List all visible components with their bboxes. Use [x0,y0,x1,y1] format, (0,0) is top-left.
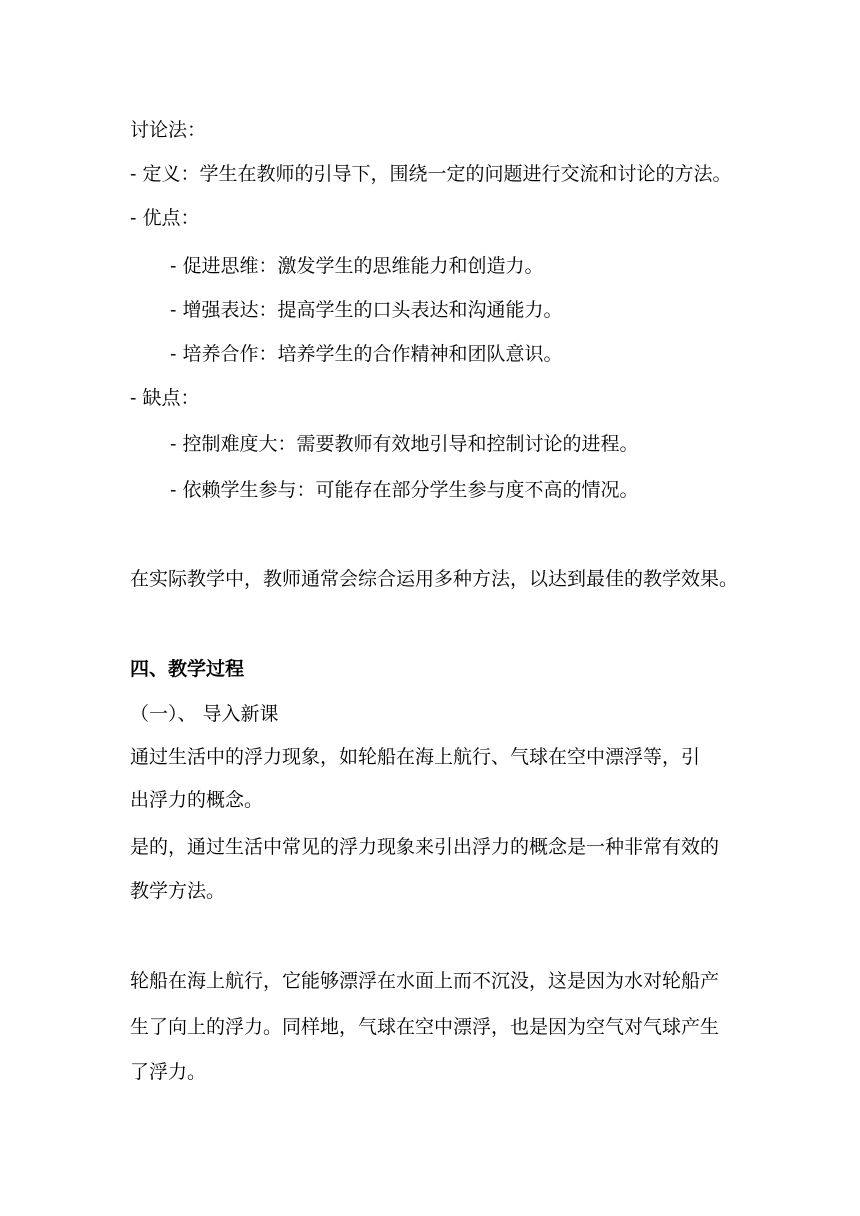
definition-line: - 定义：学生在教师的引导下，围绕一定的问题进行交流和讨论的方法。 [130,163,732,185]
disadvantage-item: - 依赖学生参与：可能存在部分学生参与度不高的情况。 [170,479,639,501]
paragraph-line: 教学方法。 [130,880,226,902]
advantage-item: - 促进思维：激发学生的思维能力和创造力。 [170,255,544,277]
intro-paragraph-line: 通过生活中的浮力现象，如轮船在海上航行、气球在空中漂浮等，引 [130,746,701,768]
advantage-item: - 增强表达：提高学生的口头表达和沟通能力。 [170,299,563,321]
disadvantage-item: - 控制难度大：需要教师有效地引导和控制讨论的进程。 [170,433,639,455]
paragraph-line: 是的，通过生活中常见的浮力现象来引出浮力的概念是一种非常有效的 [130,836,720,858]
paragraph-line: 生了向上的浮力。同样地，气球在空中漂浮，也是因为空气对气球产生 [130,1016,720,1038]
summary-paragraph: 在实际教学中，教师通常会综合运用多种方法，以达到最佳的教学效果。 [130,568,739,590]
subsection-heading: （一）、 导入新课 [130,703,279,725]
section-heading: 四、教学过程 [130,658,245,680]
advantages-label: - 优点： [130,207,200,229]
disadvantages-label: - 缺点： [130,387,200,409]
paragraph-line: 了浮力。 [130,1061,207,1083]
discussion-method-title: 讨论法： [130,119,207,141]
intro-paragraph-line: 出浮力的概念。 [130,789,264,811]
advantage-item: - 培养合作：培养学生的合作精神和团队意识。 [170,343,563,365]
paragraph-line: 轮船在海上航行，它能够漂浮在水面上而不沉没，这是因为水对轮船产 [130,970,720,992]
